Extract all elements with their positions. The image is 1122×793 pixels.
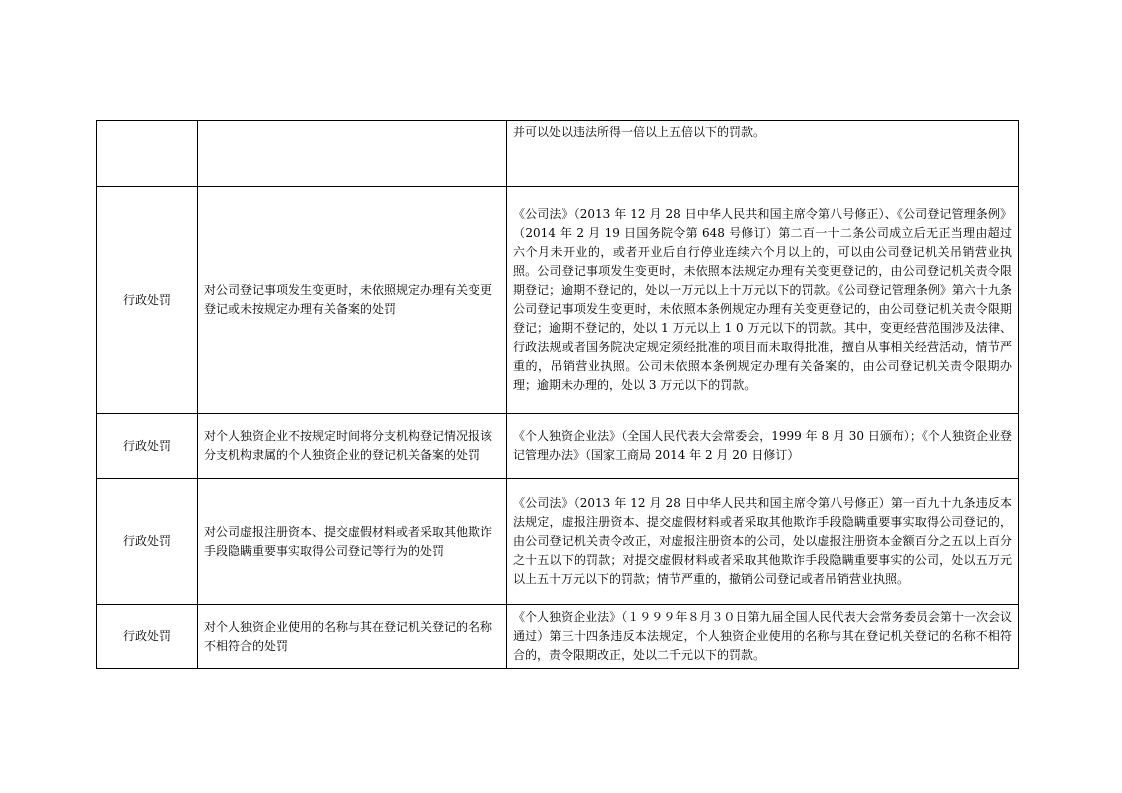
- legal-basis-cell: 并可以处以违法所得一倍以上五倍以下的罚款。: [507, 121, 1019, 187]
- legal-basis-cell: 《公司法》（2013 年 12 月 28 日中华人民共和国主席令第八号修正）、《公司登记管理条例》（2014 年 2 月 19 日国务院令第 648 号修订）第二百一十二条公司成立后无正当理由超过六个月未开业的，或者开业后自行停业连续六个月以上的，可以由公司登记机关吊销营业执照。公司登记事项发生变更时，未依照本法规定办理有关变更登记的，由公司登记机关责令限期登记；逾期不登记的，处以一万元以上十万元以下的罚款。《公司登记管理条例》第六十九条 公司登记事项发生变更时，未依照本条例规定办理有关变更登记的，由公司登记机关责令限期登记；逾期不登记的，处以 1 万元以上 1 0 万元以下的罚款。其中，变更经营范围涉及法律、行政法规或者国务院决定规定须经批准的项目而未取得批准，擅自从事相关经营活动，情节严重的，吊销营业执照。公司未依照本条例规定办理有关备案的，由公司登记机关责令限期办理；逾期未办理的，处以 3 万元以下的罚款。: [507, 187, 1019, 414]
- penalty-item-cell: 对公司登记事项发生变更时，未依照规定办理有关变更登记或未按规定办理有关备案的处罚: [198, 187, 507, 414]
- table-row: [97, 605, 1019, 669]
- penalty-type-cell: 行政处罚: [97, 414, 198, 479]
- penalty-table: [96, 120, 1025, 669]
- table-row: [97, 414, 1019, 479]
- legal-basis-cell: 《公司法》（2013 年 12 月 28 日中华人民共和国主席令第八号修正）第一百九十九条违反本法规定，虚报注册资本、提交虚假材料或者采取其他欺诈手段隐瞒重要事实取得公司登记的，由公司登记机关责令改正，对虚报注册资本的公司，处以虚报注册资本金额百分之五以上百分之十五以下的罚款；对提交虚假材料或者采取其他欺诈手段隐瞒重要事实的公司，处以五万元以上五十万元以下的罚款；情节严重的，撤销公司登记或者吊销营业执照。: [507, 479, 1019, 605]
- penalty-type-cell: 行政处罚: [97, 605, 198, 669]
- table-row: [97, 121, 1019, 187]
- penalty-item-cell: 对个人独资企业不按规定时间将分支机构登记情况报该分支机构隶属的个人独资企业的登记机关备案的处罚: [198, 414, 507, 479]
- penalty-item-cell: [198, 121, 507, 187]
- legal-basis-cell: 《个人独资企业法》（全国人民代表大会常委会，1999 年 8 月 30 日颁布）；《个人独资企业登记管理办法》（国家工商局 2014 年 2 月 20 日修订）: [507, 414, 1019, 479]
- table-row: [97, 479, 1019, 605]
- penalty-type-cell: 行政处罚: [97, 479, 198, 605]
- penalty-type-cell: 行政处罚: [97, 187, 198, 414]
- penalty-type-cell: [97, 121, 198, 187]
- penalty-item-cell: 对个人独资企业使用的名称与其在登记机关登记的名称不相符合的处罚: [198, 605, 507, 669]
- legal-basis-cell: 《个人独资企业法》（１９９９年８月３０日第九届全国人民代表大会常务委员会第十一次会议通过）第三十四条违反本法规定，个人独资企业使用的名称与其在登记机关登记的名称不相符合的，责令限期改正，处以二千元以下的罚款。: [507, 605, 1019, 669]
- penalty-item-cell: 对公司虚报注册资本、提交虚假材料或者采取其他欺诈手段隐瞒重要事实取得公司登记等行为的处罚: [198, 479, 507, 605]
- table-row: [97, 187, 1019, 414]
